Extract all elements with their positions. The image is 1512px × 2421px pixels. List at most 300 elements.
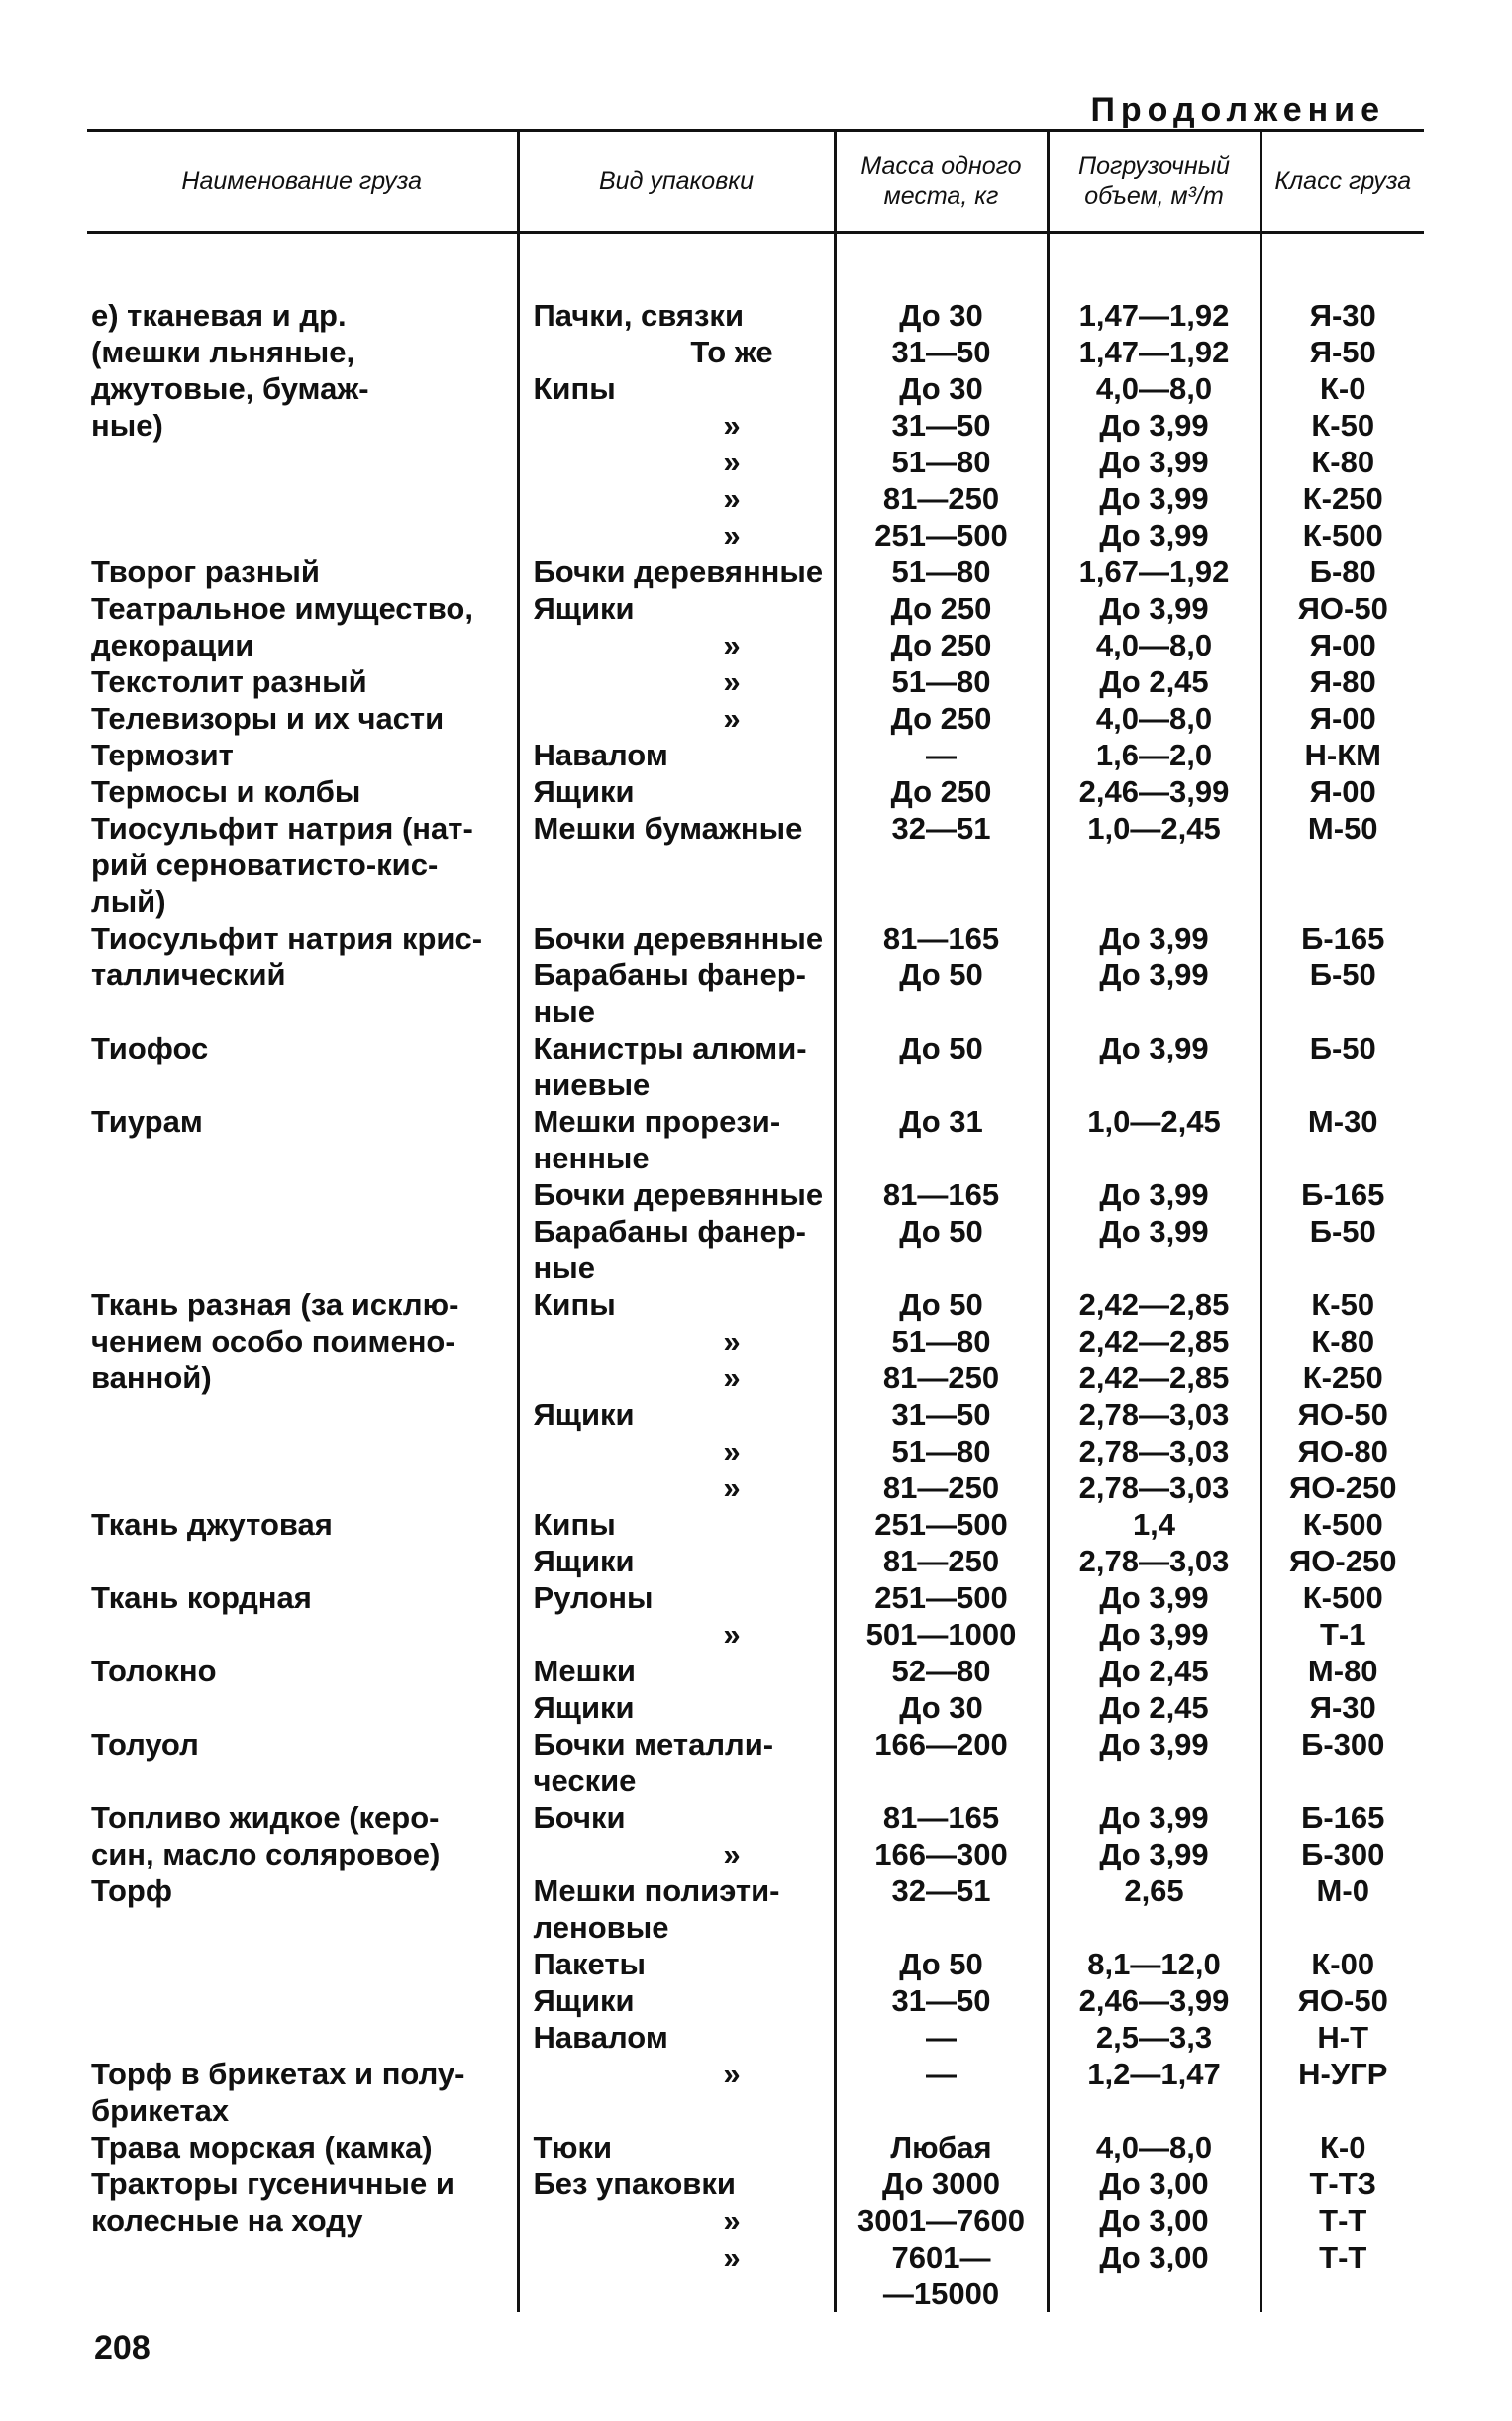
cell-unit-mass: До 30	[835, 370, 1048, 407]
cell-cargo-class: ЯО-50	[1260, 1982, 1424, 2019]
cell-unit-mass: До 250	[835, 773, 1048, 810]
cell-unit-mass: 166—300	[835, 1836, 1048, 1872]
cell-loading-volume: До 3,99	[1048, 957, 1260, 993]
cell-loading-volume: До 3,00	[1048, 2166, 1260, 2202]
cell-packaging: Навалом	[518, 2019, 835, 2056]
cell-packaging: ниевые	[518, 1066, 835, 1103]
cell-cargo-name: Тиофос	[91, 1031, 209, 1065]
cell-unit-mass: 32—51	[835, 1872, 1048, 1909]
cell-loading-volume: 1,2—1,47	[1048, 2056, 1260, 2092]
table-row	[87, 1066, 1424, 1103]
continued-label: Продолжение	[1090, 91, 1385, 129]
cell-loading-volume: До 3,99	[1048, 517, 1260, 554]
cell-packaging	[518, 847, 835, 883]
cell-unit-mass: 52—80	[835, 1653, 1048, 1689]
table-row	[87, 627, 1424, 663]
table-row	[87, 1909, 1424, 1946]
cell-packaging: »	[518, 1469, 835, 1506]
cell-unit-mass: До 50	[835, 1213, 1048, 1250]
cell-packaging: Навалом	[518, 737, 835, 773]
cell-cargo-class: Я-50	[1260, 334, 1424, 370]
cell-unit-mass: 81—165	[835, 1176, 1048, 1213]
cell-loading-volume: До 3,99	[1048, 480, 1260, 517]
cell-cargo-class: Б-165	[1260, 920, 1424, 957]
cell-loading-volume: До 3,99	[1048, 407, 1260, 444]
cell-unit-mass	[835, 993, 1048, 1030]
cell-unit-mass	[835, 1909, 1048, 1946]
cell-packaging: Мешки полиэти-	[518, 1872, 835, 1909]
header-spacer-row	[87, 233, 1424, 298]
cell-packaging: Ящики	[518, 590, 835, 627]
cell-cargo-class: Я-80	[1260, 663, 1424, 700]
table-row	[87, 920, 1424, 957]
cell-loading-volume	[1048, 1909, 1260, 1946]
cell-cargo-class: К-250	[1260, 1360, 1424, 1396]
table-row	[87, 957, 1424, 993]
cell-cargo-name	[87, 517, 518, 554]
cell-unit-mass	[835, 847, 1048, 883]
cell-unit-mass: 251—500	[835, 1579, 1048, 1616]
cell-packaging: Мешки прорези-	[518, 1103, 835, 1140]
cell-cargo-class: Т-Т	[1260, 2202, 1424, 2239]
column-header-cargo-class: Класс груза	[1260, 131, 1424, 233]
cell-unit-mass: 51—80	[835, 444, 1048, 480]
column-header-packaging: Вид упаковки	[518, 131, 835, 233]
cell-unit-mass: До 30	[835, 297, 1048, 334]
cell-cargo-class: М-0	[1260, 1872, 1424, 1909]
table-header-row	[87, 131, 1424, 233]
cell-cargo-class: К-00	[1260, 1946, 1424, 1982]
cell-cargo-class: К-50	[1260, 407, 1424, 444]
cell-unit-mass: —15000	[835, 2275, 1048, 2312]
cell-unit-mass: 31—50	[835, 1982, 1048, 2019]
cell-cargo-class	[1260, 847, 1424, 883]
cell-cargo-class	[1260, 2275, 1424, 2312]
cell-cargo-class: К-0	[1260, 2129, 1424, 2166]
table-row	[87, 370, 1424, 407]
cargo-table-wrapper	[87, 129, 1424, 2312]
cell-unit-mass	[835, 1250, 1048, 1286]
cell-unit-mass: До 50	[835, 1030, 1048, 1066]
cell-loading-volume: 2,46—3,99	[1048, 1982, 1260, 2019]
table-row	[87, 2275, 1424, 2312]
table-row	[87, 1763, 1424, 1799]
cell-loading-volume	[1048, 1763, 1260, 1799]
cell-cargo-class: К-80	[1260, 1323, 1424, 1360]
page-number: 208	[94, 2329, 151, 2367]
cell-cargo-class: К-500	[1260, 1506, 1424, 1543]
cell-loading-volume: 8,1—12,0	[1048, 1946, 1260, 1982]
cell-packaging: »	[518, 407, 835, 444]
cell-unit-mass: 7601—	[835, 2239, 1048, 2275]
table-row	[87, 1286, 1424, 1323]
cell-packaging: Барабаны фанер-	[518, 957, 835, 993]
cell-cargo-name: Топливо жидкое (керо-	[91, 1800, 440, 1835]
table-row	[87, 1982, 1424, 2019]
cell-cargo-name	[87, 1616, 518, 1653]
cell-unit-mass: —	[835, 737, 1048, 773]
cell-loading-volume: 1,4	[1048, 1506, 1260, 1543]
cell-loading-volume: 4,0—8,0	[1048, 2129, 1260, 2166]
cell-packaging: Ящики	[518, 1396, 835, 1433]
cell-loading-volume: До 3,99	[1048, 444, 1260, 480]
cell-loading-volume	[1048, 883, 1260, 920]
table-row	[87, 1506, 1424, 1543]
cell-unit-mass: 31—50	[835, 407, 1048, 444]
cell-cargo-class: Я-00	[1260, 627, 1424, 663]
cell-cargo-name	[87, 480, 518, 517]
cell-unit-mass: —	[835, 2019, 1048, 2056]
table-row	[87, 2202, 1424, 2239]
cell-loading-volume: До 3,00	[1048, 2239, 1260, 2275]
cell-unit-mass: 51—80	[835, 1433, 1048, 1469]
cell-cargo-name: Тракторы гусеничные и	[91, 2167, 454, 2201]
table-row	[87, 1872, 1424, 1909]
cell-cargo-name: Торф	[91, 1873, 172, 1908]
cell-packaging: Ящики	[518, 1982, 835, 2019]
cell-unit-mass: —	[835, 2056, 1048, 2092]
cell-cargo-name	[87, 2275, 518, 2312]
cell-packaging: Пакеты	[518, 1946, 835, 1982]
cell-cargo-class: К-80	[1260, 444, 1424, 480]
cell-cargo-class: Т-Т	[1260, 2239, 1424, 2275]
cell-cargo-name: Театральное имущество,	[91, 591, 473, 626]
cell-unit-mass: 81—165	[835, 1799, 1048, 1836]
table-row	[87, 1030, 1424, 1066]
table-row	[87, 810, 1424, 847]
table-row	[87, 1433, 1424, 1469]
cell-cargo-class: Т-1	[1260, 1616, 1424, 1653]
cell-packaging: »	[518, 1433, 835, 1469]
cell-loading-volume: 1,0—2,45	[1048, 810, 1260, 847]
cell-packaging: »	[518, 627, 835, 663]
cell-cargo-class: Б-300	[1260, 1726, 1424, 1763]
table-row	[87, 700, 1424, 737]
cell-cargo-name	[87, 1433, 518, 1469]
cell-cargo-name: Тиосульфит натрия (нат-	[91, 811, 473, 846]
cell-cargo-class: К-500	[1260, 517, 1424, 554]
cell-unit-mass	[835, 1763, 1048, 1799]
cell-unit-mass: Любая	[835, 2129, 1048, 2166]
cell-cargo-name	[87, 1213, 518, 1250]
cell-unit-mass: До 31	[835, 1103, 1048, 1140]
table-row	[87, 1689, 1424, 1726]
cell-cargo-class: Т-ТЗ	[1260, 2166, 1424, 2202]
cell-cargo-name	[87, 1909, 518, 1946]
table-row	[87, 1579, 1424, 1616]
table-row	[87, 1360, 1424, 1396]
cell-cargo-class: Я-30	[1260, 1689, 1424, 1726]
cell-packaging: Бочки деревянные	[518, 554, 835, 590]
cell-packaging: »	[518, 2202, 835, 2239]
cell-packaging: Мешки	[518, 1653, 835, 1689]
cell-packaging: Кипы	[518, 370, 835, 407]
cell-packaging: Рулоны	[518, 1579, 835, 1616]
cell-loading-volume: До 3,99	[1048, 1836, 1260, 1872]
cell-loading-volume: 2,65	[1048, 1872, 1260, 1909]
cell-loading-volume	[1048, 847, 1260, 883]
table-row	[87, 554, 1424, 590]
cell-cargo-name: Термосы и колбы	[91, 774, 361, 809]
cell-loading-volume: До 2,45	[1048, 663, 1260, 700]
cell-loading-volume: До 3,99	[1048, 590, 1260, 627]
cell-loading-volume: 2,42—2,85	[1048, 1286, 1260, 1323]
cell-unit-mass	[835, 1066, 1048, 1103]
cell-loading-volume: До 3,00	[1048, 2202, 1260, 2239]
cell-cargo-class	[1260, 1066, 1424, 1103]
cell-cargo-class	[1260, 993, 1424, 1030]
cell-cargo-class: Б-300	[1260, 1836, 1424, 1872]
cell-unit-mass: До 250	[835, 700, 1048, 737]
cell-loading-volume: 2,42—2,85	[1048, 1360, 1260, 1396]
cell-cargo-class	[1260, 1140, 1424, 1176]
cell-cargo-class: Б-50	[1260, 957, 1424, 993]
cell-packaging: »	[518, 1616, 835, 1653]
cell-packaging	[518, 2092, 835, 2129]
cell-unit-mass: 501—1000	[835, 1616, 1048, 1653]
cell-loading-volume	[1048, 1140, 1260, 1176]
cargo-table	[87, 129, 1424, 2312]
cell-packaging: ные	[518, 993, 835, 1030]
table-row	[87, 2092, 1424, 2129]
cell-cargo-name: Творог разный	[91, 555, 320, 589]
cell-packaging: »	[518, 2239, 835, 2275]
cell-unit-mass	[835, 1140, 1048, 1176]
table-row	[87, 1213, 1424, 1250]
cell-loading-volume: 2,78—3,03	[1048, 1433, 1260, 1469]
table-row	[87, 2129, 1424, 2166]
cell-loading-volume: До 3,99	[1048, 1726, 1260, 1763]
cell-packaging: »	[518, 444, 835, 480]
table-row	[87, 1543, 1424, 1579]
cell-cargo-class: Н-УГР	[1260, 2056, 1424, 2092]
cell-cargo-name: джутовые, бумаж-	[91, 371, 369, 406]
table-row	[87, 1946, 1424, 1982]
cell-packaging	[518, 883, 835, 920]
cell-cargo-class: К-250	[1260, 480, 1424, 517]
table-row	[87, 297, 1424, 334]
table-row	[87, 1836, 1424, 1872]
cell-packaging: Бочки металли-	[518, 1726, 835, 1763]
cell-unit-mass: 166—200	[835, 1726, 1048, 1763]
cell-unit-mass: До 3000	[835, 2166, 1048, 2202]
cell-cargo-class: Н-КМ	[1260, 737, 1424, 773]
cell-unit-mass: 81—250	[835, 1543, 1048, 1579]
column-header-unit-mass: Масса одного места, кг	[835, 131, 1048, 233]
cell-packaging: ческие	[518, 1763, 835, 1799]
cell-cargo-name: ные)	[91, 408, 163, 443]
table-row	[87, 517, 1424, 554]
cell-cargo-name	[87, 1250, 518, 1286]
column-header-loading-volume: Погрузочный объем, м³/т	[1048, 131, 1260, 233]
cell-packaging: ные	[518, 1250, 835, 1286]
cell-unit-mass: 251—500	[835, 517, 1048, 554]
table-row	[87, 1103, 1424, 1140]
cell-loading-volume: 2,78—3,03	[1048, 1396, 1260, 1433]
cell-cargo-class: М-50	[1260, 810, 1424, 847]
cell-cargo-class: ЯО-50	[1260, 590, 1424, 627]
table-row	[87, 993, 1424, 1030]
cell-cargo-class: Б-165	[1260, 1176, 1424, 1213]
cell-cargo-name: лый)	[91, 884, 166, 919]
cell-cargo-name: Текстолит разный	[91, 664, 367, 699]
cell-cargo-class: Н-Т	[1260, 2019, 1424, 2056]
cell-cargo-class: Б-80	[1260, 554, 1424, 590]
cell-cargo-class: ЯО-50	[1260, 1396, 1424, 1433]
cell-loading-volume: 1,47—1,92	[1048, 334, 1260, 370]
cell-cargo-class	[1260, 1250, 1424, 1286]
cell-loading-volume: 4,0—8,0	[1048, 627, 1260, 663]
cell-cargo-class: Я-00	[1260, 700, 1424, 737]
cell-loading-volume: До 3,99	[1048, 1616, 1260, 1653]
cell-loading-volume: До 3,99	[1048, 1030, 1260, 1066]
table-row	[87, 1469, 1424, 1506]
table-row	[87, 663, 1424, 700]
cell-cargo-class: К-500	[1260, 1579, 1424, 1616]
cell-packaging: Бочки деревянные	[518, 1176, 835, 1213]
cell-cargo-name: син, масло соляровое)	[91, 1837, 441, 1871]
table-row	[87, 480, 1424, 517]
cell-packaging: Ящики	[518, 773, 835, 810]
cell-unit-mass: До 250	[835, 590, 1048, 627]
cell-packaging: »	[518, 2056, 835, 2092]
cell-cargo-class	[1260, 2092, 1424, 2129]
cell-cargo-name	[87, 1469, 518, 1506]
cell-cargo-class: Я-00	[1260, 773, 1424, 810]
cell-unit-mass: 81—250	[835, 480, 1048, 517]
cell-loading-volume	[1048, 1066, 1260, 1103]
cell-loading-volume: 2,78—3,03	[1048, 1543, 1260, 1579]
table-body	[87, 233, 1424, 2313]
cell-cargo-name: Тиосульфит натрия крис-	[91, 921, 483, 956]
cell-cargo-class: Я-30	[1260, 297, 1424, 334]
cell-cargo-class: ЯО-250	[1260, 1469, 1424, 1506]
cell-loading-volume: 2,46—3,99	[1048, 773, 1260, 810]
cell-packaging	[518, 2275, 835, 2312]
cell-cargo-class	[1260, 883, 1424, 920]
cell-loading-volume: До 3,99	[1048, 1213, 1260, 1250]
cell-unit-mass: 51—80	[835, 663, 1048, 700]
cell-cargo-name: Ткань разная (за исклю-	[91, 1287, 459, 1322]
table-row	[87, 444, 1424, 480]
cell-unit-mass: До 250	[835, 627, 1048, 663]
cell-packaging: »	[518, 1836, 835, 1872]
cell-cargo-name: Тиурам	[91, 1104, 203, 1139]
cell-cargo-name: Телевизоры и их части	[91, 701, 445, 736]
cell-cargo-name	[87, 2239, 518, 2275]
cell-cargo-name: Трава морская (камка)	[91, 2130, 433, 2165]
cell-loading-volume: До 3,99	[1048, 920, 1260, 957]
cell-loading-volume: 4,0—8,0	[1048, 370, 1260, 407]
cell-packaging: Без упаковки	[518, 2166, 835, 2202]
cell-unit-mass: 31—50	[835, 1396, 1048, 1433]
table-row	[87, 2019, 1424, 2056]
cell-unit-mass: 251—500	[835, 1506, 1048, 1543]
cell-packaging: Ящики	[518, 1689, 835, 1726]
cell-cargo-name: е) тканевая и др.	[91, 298, 347, 333]
cell-cargo-class: Б-165	[1260, 1799, 1424, 1836]
cell-cargo-name: декорации	[91, 628, 254, 662]
cell-unit-mass: До 50	[835, 1946, 1048, 1982]
cell-cargo-name: Ткань кордная	[91, 1580, 312, 1615]
table-row	[87, 1140, 1424, 1176]
table-row	[87, 883, 1424, 920]
cell-cargo-name	[87, 1396, 518, 1433]
cell-unit-mass: 81—250	[835, 1360, 1048, 1396]
cell-cargo-name: чением особо поимено-	[91, 1324, 455, 1359]
table-row	[87, 1176, 1424, 1213]
cell-loading-volume: 2,78—3,03	[1048, 1469, 1260, 1506]
table-row	[87, 1323, 1424, 1360]
cell-unit-mass: 31—50	[835, 334, 1048, 370]
cell-unit-mass: 51—80	[835, 1323, 1048, 1360]
table-row	[87, 847, 1424, 883]
cell-cargo-name: Толокно	[91, 1654, 217, 1688]
table-row	[87, 1799, 1424, 1836]
cell-unit-mass: До 50	[835, 957, 1048, 993]
table-row	[87, 1616, 1424, 1653]
cell-packaging: »	[518, 517, 835, 554]
cell-packaging: Пачки, связки	[518, 297, 835, 334]
cell-cargo-name: (мешки льняные,	[91, 335, 355, 369]
table-row	[87, 1653, 1424, 1689]
cell-unit-mass: 3001—7600	[835, 2202, 1048, 2239]
table-row	[87, 2239, 1424, 2275]
cell-cargo-name	[87, 1982, 518, 2019]
cell-loading-volume: 2,5—3,3	[1048, 2019, 1260, 2056]
cell-unit-mass: 81—165	[835, 920, 1048, 957]
cell-cargo-class: ЯО-80	[1260, 1433, 1424, 1469]
cell-cargo-class	[1260, 1763, 1424, 1799]
cell-unit-mass: До 50	[835, 1286, 1048, 1323]
cell-unit-mass: 32—51	[835, 810, 1048, 847]
cell-loading-volume: 1,47—1,92	[1048, 297, 1260, 334]
cell-loading-volume: До 3,99	[1048, 1176, 1260, 1213]
cell-packaging: »	[518, 1360, 835, 1396]
cell-cargo-name	[87, 1176, 518, 1213]
column-header-cargo-name: Наименование груза	[87, 131, 518, 233]
cell-cargo-name	[87, 1763, 518, 1799]
cell-unit-mass: До 30	[835, 1689, 1048, 1726]
cell-unit-mass: 51—80	[835, 554, 1048, 590]
table-row	[87, 773, 1424, 810]
cell-loading-volume	[1048, 2092, 1260, 2129]
cell-loading-volume: До 2,45	[1048, 1653, 1260, 1689]
cell-packaging: ненные	[518, 1140, 835, 1176]
table-row	[87, 1396, 1424, 1433]
cell-packaging: Бочки деревянные	[518, 920, 835, 957]
cell-packaging: леновые	[518, 1909, 835, 1946]
cell-cargo-name: Термозит	[91, 738, 234, 772]
cell-packaging: »	[518, 480, 835, 517]
cell-cargo-name	[87, 993, 518, 1030]
cell-cargo-name: Ткань джутовая	[91, 1507, 333, 1542]
table-row	[87, 407, 1424, 444]
cell-packaging: Канистры алюми-	[518, 1030, 835, 1066]
cell-packaging: Ящики	[518, 1543, 835, 1579]
cell-cargo-name	[87, 1066, 518, 1103]
cell-unit-mass	[835, 883, 1048, 920]
cell-cargo-name	[87, 1140, 518, 1176]
cell-loading-volume: 2,42—2,85	[1048, 1323, 1260, 1360]
table-row	[87, 737, 1424, 773]
cell-loading-volume: До 3,99	[1048, 1579, 1260, 1616]
cell-unit-mass: 81—250	[835, 1469, 1048, 1506]
cell-loading-volume: 4,0—8,0	[1048, 700, 1260, 737]
cell-loading-volume: 1,0—2,45	[1048, 1103, 1260, 1140]
cell-cargo-class: Б-50	[1260, 1213, 1424, 1250]
table-row	[87, 2166, 1424, 2202]
